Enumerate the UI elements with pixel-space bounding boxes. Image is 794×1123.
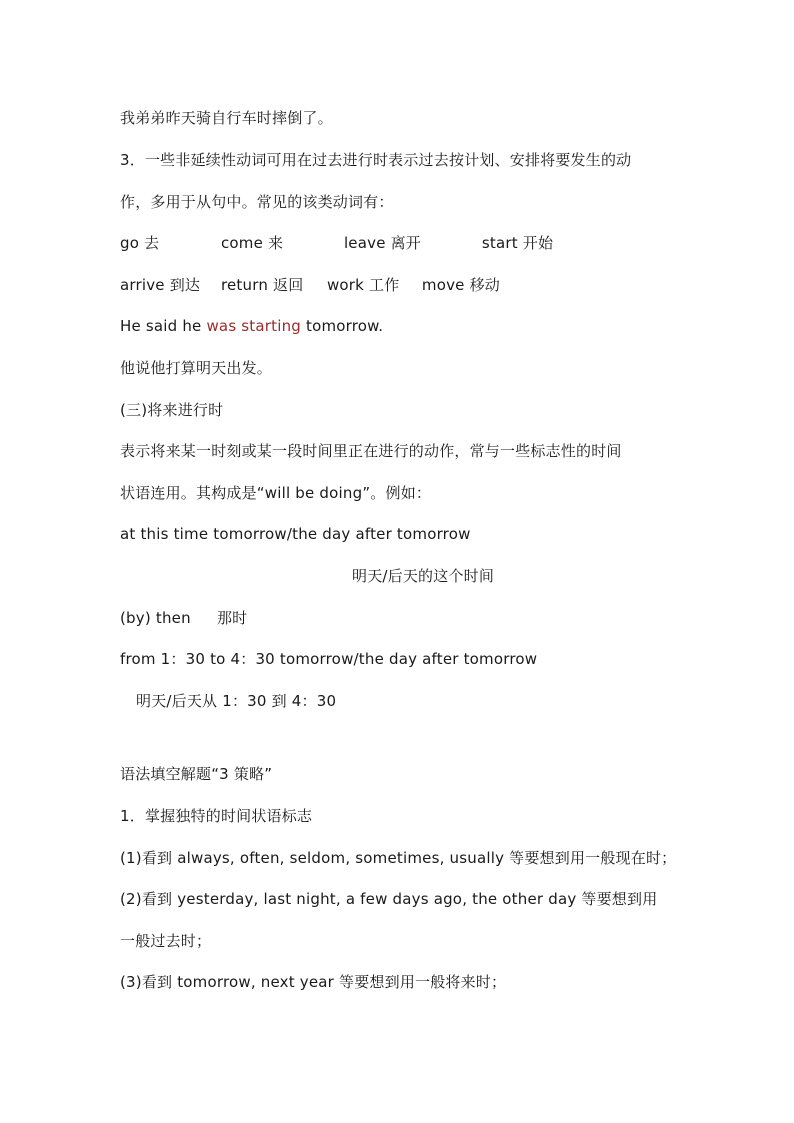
verb-item: return 返回 [220,276,304,294]
text-line [120,608,247,628]
text-line: 状语连用。其构成是“will be doing”。例如： [120,484,432,502]
verb-item: arrive 到达 [120,276,201,294]
verb-item: come 来 [220,234,284,252]
verb-list-row-2 [120,275,500,295]
text-line: 一般过去时； [120,932,212,950]
example-translation: 他说他打算明天出发。 [120,359,273,377]
verb-item: leave 离开 [343,234,421,252]
text-line: (1)看到 always, often, seldom, sometimes, usually 等要想到用一般现在时； [120,849,677,867]
verb-item: move 移动 [421,276,500,294]
text-line-translation: 明天/后天从 1：30 到 4：30 [136,692,337,710]
text-line: 我弟弟昨天骑自行车时摔倒了。 [120,109,333,127]
phrase: (by) then [120,609,191,627]
section-heading: (三)将来进行时 [120,401,224,419]
verb-item: start 开始 [481,234,554,252]
text-line: at this time tomorrow/the day after tomorrow [120,525,471,543]
verb-item: work 工作 [326,276,400,294]
phrase-translation: 那时 [216,609,248,627]
text-line: 表示将来某一时刻或某一段时间里正在进行的动作，常与一些标志性的时间 [120,442,622,460]
example-sentence [120,316,383,336]
text-line: (2)看到 yesterday, last night, a few days ago, the other day 等要想到用 [120,890,658,908]
example-text: tomorrow. [301,317,384,335]
text-line: 1．掌握独特的时间状语标志 [120,807,313,825]
text-line: 作，多用于从句中。常见的该类动词有： [120,193,394,211]
strategy-title: 语法填空解题“3 策略” [120,765,273,783]
verb-item: go 去 [120,234,160,252]
example-text: He said he [120,317,207,335]
verb-list-row-1 [120,233,553,253]
highlighted-verb: was starting [206,317,302,335]
text-line: (3)看到 tomorrow, next year 等要想到用一般将来时； [120,973,507,991]
text-line: 3．一些非延续性动词可用在过去进行时表示过去按计划、安排将要发生的动 [120,151,632,169]
text-line-translation: 明天/后天的这个时间 [352,567,495,585]
text-line: from 1：30 to 4：30 tomorrow/the day after tomorrow [120,650,538,668]
